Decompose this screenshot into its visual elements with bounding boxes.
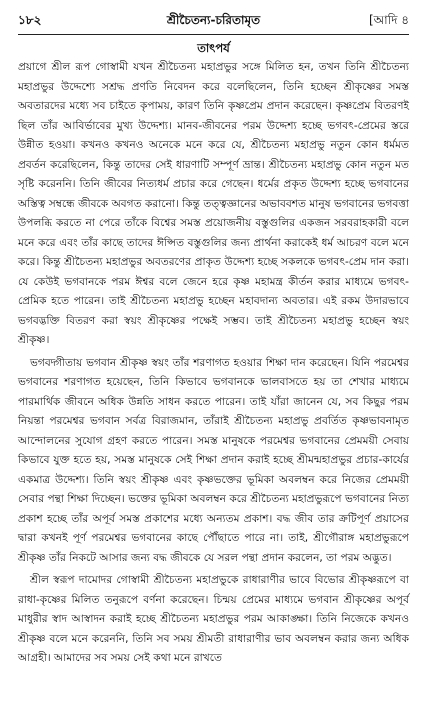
page-number: ১৮২ xyxy=(18,13,42,27)
header-rule xyxy=(18,34,409,35)
paragraph: ভগবদ্গীতায় ভগবান শ্রীকৃষ্ণ স্বয়ং তাঁর শরণাগত হওয়ার শিক্ষা দান করেছেন। যিনি পরমেশ্বর ভগবানের শরণাগত হয়েছেন, তিনি কিভাবে ভগবানকে ভালবাসতে হয় তা শেখার মাধ্যমে পারমার্থিক জীবনে অধিক উন্নতি সাধন করতে পারেন। তাই যাঁরা জানেন যে, সব কিছুর পরম নিয়ন্তা পরমেশ্বর ভগবান সর্বত্র বিরাজমান, তাঁরাই শ্রীচৈতন্য মহাপ্রভু প্রবর্তিত কৃষ্ণভাবনামৃত আন্দোলনের সুযোগ গ্রহণ করতে পারেন। সমস্ত মানুষকে পরমেশ্বর ভগবানের প্রেমময়ী সেবায় কিভাবে যুক্ত হতে হয়, সমস্ত মানুষকে সেই শিক্ষা প্রদান করাই হচ্ছে শ্রীমন্মহাপ্রভুর প্রচার-কার্যের একমাত্র উদ্দেশ্য। তিনি স্বয়ং শ্রীকৃষ্ণ এবং কৃষ্ণভক্তের ভূমিকা অবলম্বন করে নিজের প্রেমময়ী সেবার পন্থা শিক্ষা দিচ্ছেন। ভক্তের ভূমিকা অবলম্বন করে শ্রীচৈতন্য মহাপ্রভুরূপে ভগবানের নিত্য প্রকাশ হচ্ছে তাঁর অপূর্ব সমস্ত প্রকাশের মধ্যে অন্যতম প্রকাশ। বদ্ধ জীব তার ক্রটিপূর্ণ প্রয়াসের দ্বারা কখনই পূর্ণ পরমেশ্বর ভগবানের কাছে পৌঁছাতে পারে না। তাই, শ্রীগৌরাঙ্গ মহাপ্রভুরূপে শ্রীকৃষ্ণ তাঁর নিকটে আসার জন্য বদ্ধ জীবকে যে সরল পন্থা প্রদান করলেন, তা পরম অদ্ভুত। xyxy=(18,356,409,564)
body-text xyxy=(18,58,409,672)
section-heading: তাৎপর্য xyxy=(197,41,230,55)
page-header xyxy=(18,12,409,34)
paragraph: শ্রীল স্বরূপ দামোদর গোস্বামী শ্রীচৈতন্য মহাপ্রভুকে রাধারাণীর ভাবে বিভোর শ্রীকৃষ্ণরূপে বা রাধা-কৃষ্ণের মিলিত তনুরূপে বর্ণনা করেছেন। চিন্ময় প্রেমের মাধ্যমে ভগবান শ্রীকৃষ্ণের অপূর্ব মাধুরীর স্বাদ আস্বাদন করাই হচ্ছে শ্রীচৈতন্য মহাপ্রভুর পরম আকাঙ্ক্ষা। তিনি নিজেকে কখনও শ্রীকৃষ্ণ বলে মনে করেননি, তিনি সব সময় শ্রীমতী রাধারাণীর ভাব অবলম্বন করার জন্য অধিক আগ্রহী। আমাদের সব সময় সেই কথা মনে রাখতে xyxy=(18,574,409,664)
chapter-reference: [আদি ৪ xyxy=(368,13,409,27)
paragraph: প্রয়াগে শ্রীল রূপ গোস্বামী যখন শ্রীচৈতন্য মহাপ্রভুর সঙ্গে মিলিত হন, তখন তিনি শ্রীচৈতন্য মহাপ্রভুর উদ্দেশ্যে সশ্রদ্ধ প্রণতি নিবেদন করে বলেছিলেন, তিনি হচ্ছেন শ্রীকৃষ্ণের সমস্ত অবতারদের মধ্যে সব চাইতে কৃপাময়, কারণ তিনি কৃষ্ণপ্রেম প্রদান করেছেন। কৃষ্ণপ্রেম বিতরণই ছিল তাঁর আবির্ভাবের মুখ্য উদ্দেশ্য। মানব-জীবনের পরম উদ্দেশ্য হচ্ছে ভগবৎ-প্রেমের স্তরে উন্নীত হওয়া। কখনও কখনও অনেকে মনে করে যে, শ্রীচৈতন্য মহাপ্রভু নতুন কোন ধর্মমত প্রবর্তন করেছিলেন, কিন্তু তাদের সেই ধারণাটি সম্পূর্ণ ভ্রান্ত। শ্রীচৈতন্য মহাপ্রভু কোন নতুন মত সৃষ্টি করেননি। তিনি জীবের নিত্যধর্ম প্রচার করে গেছেন। ধর্মের প্রকৃত উদ্দেশ্য হচ্ছে ভগবানের অস্তিত্ব সম্বন্ধে জীবকে অবগত করানো। কিন্তু তত্ত্বজ্ঞানের অভাববশত মানুষ ভগবানের ভগবত্তা উপলব্ধি করতে না পেরে তাঁকে বিশ্বের সমস্ত প্রয়োজনীয় বস্তুগুলির একজন সরবরাহকারী বলে মনে করে এবং তাঁর কাছে তাদের ঈপ্সিত বস্তুগুলির জন্য প্রার্থনা করাকেই ধর্ম আচরণ বলে মনে করে। কিন্তু শ্রীচৈতন্য মহাপ্রভুর অবতরণের প্রাকৃত উদ্দেশ্য হচ্ছে সকলকে ভগবৎ-প্রেম দান করা। যে কেউই ভগবানকে পরম ঈশ্বর বলে জেনে হরে কৃষ্ণ মহামন্ত্র কীর্তন করার মাধ্যমে ভগবৎ-প্রেমিক হতে পারেন। তাই শ্রীচৈতন্য মহাপ্রভু হচ্ছেন মহাবদান্য অবতার। এই রকম উদারভাবে ভগবদ্ভক্তি বিতরণ করা স্বয়ং শ্রীকৃষ্ণের পক্ষেই সম্ভব। তাই শ্রীচৈতন্য মহাপ্রভু হচ্ছেন স্বয়ং শ্রীকৃষ্ণ। xyxy=(18,61,409,346)
running-title: শ্রীচৈতন্য-চরিতামৃত xyxy=(166,13,261,27)
